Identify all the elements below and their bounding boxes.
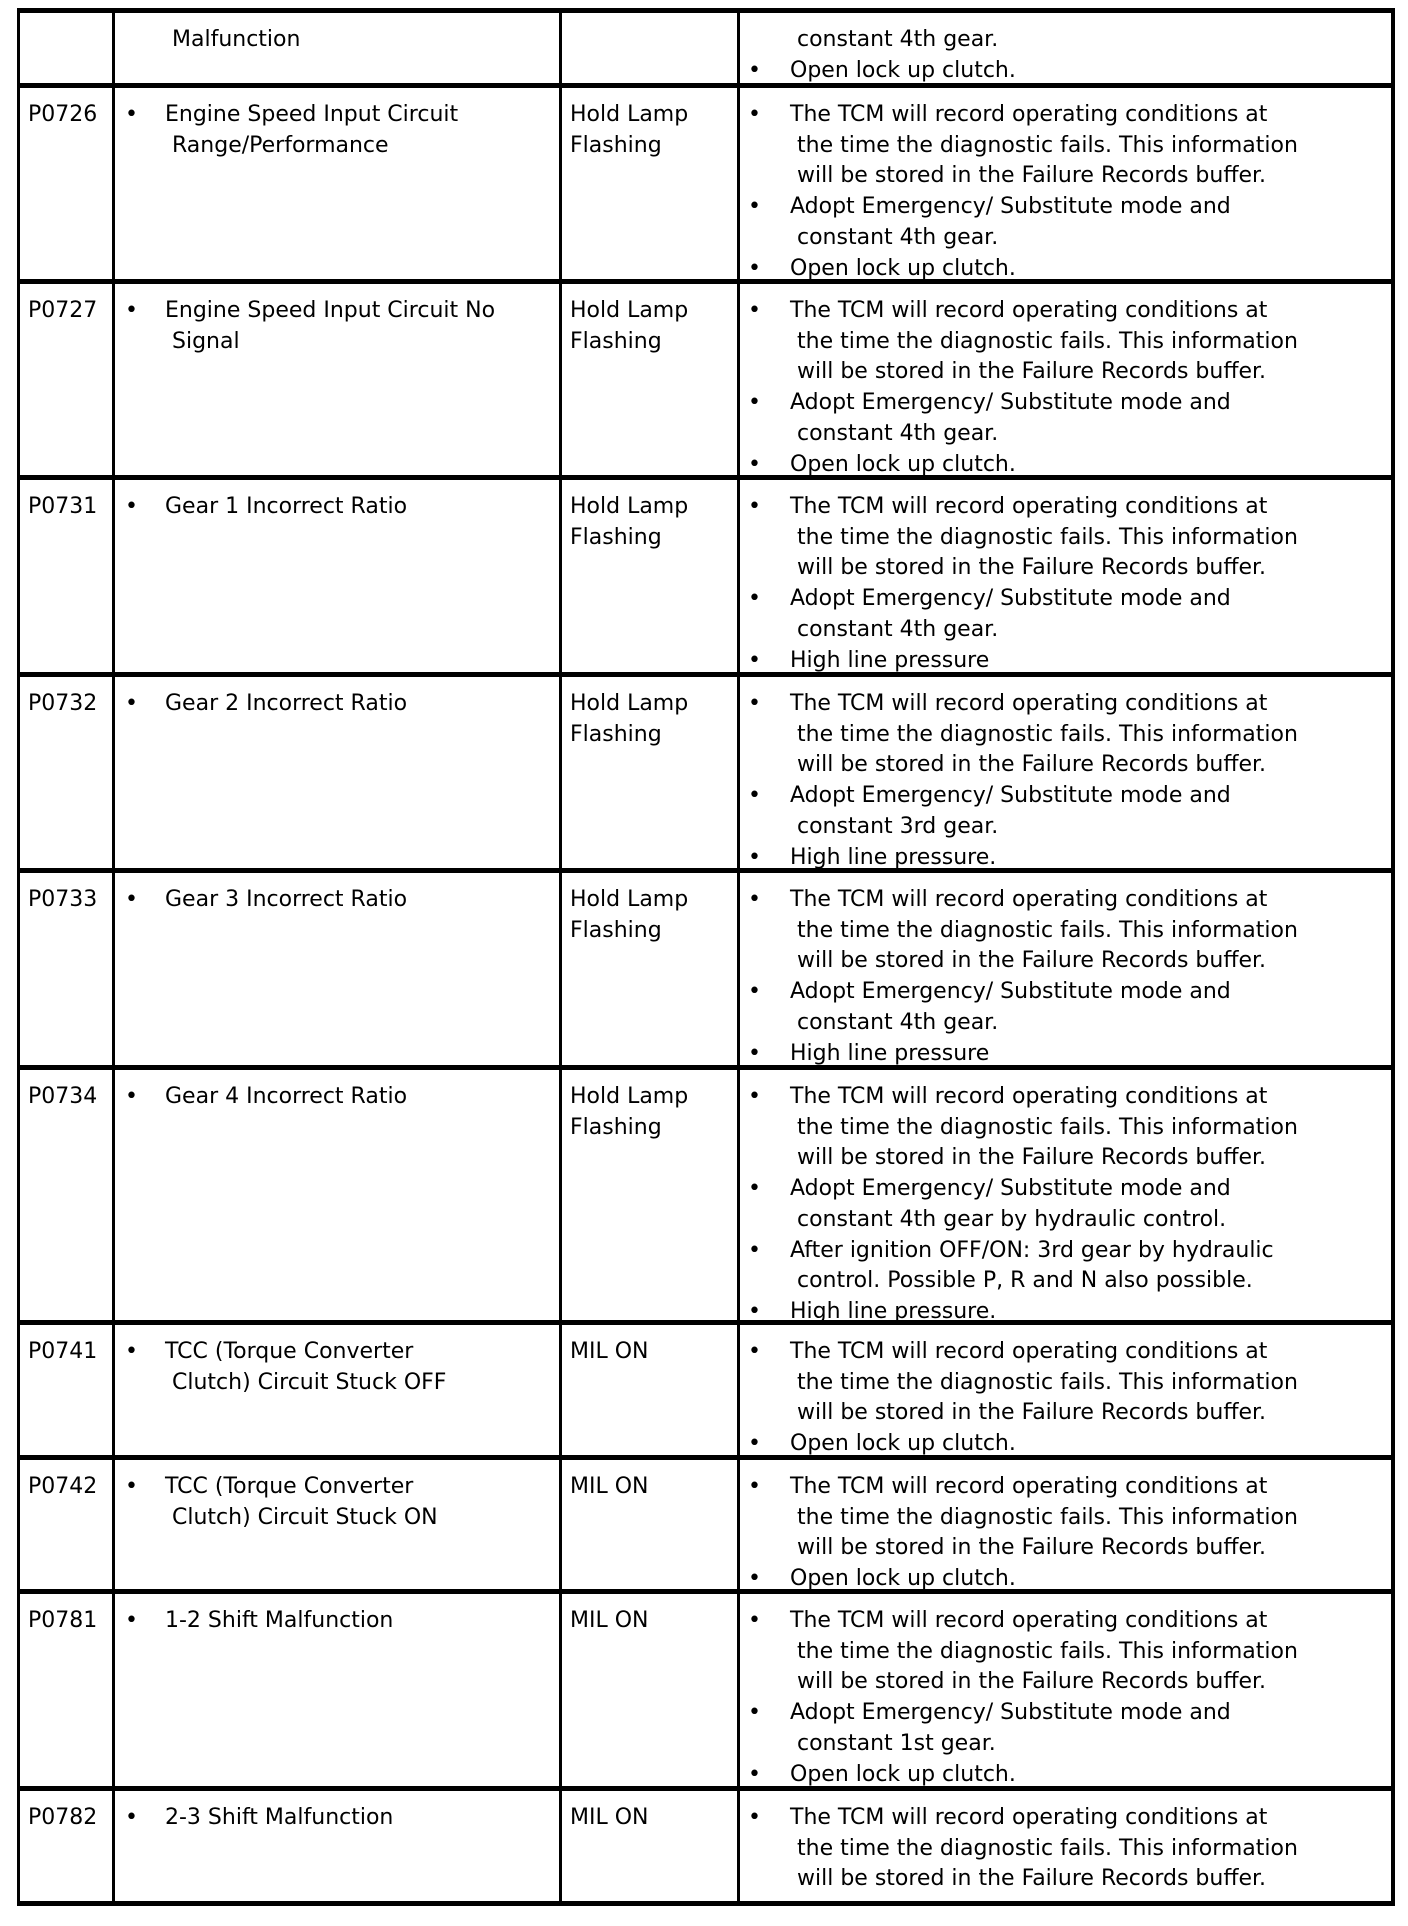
- text-line: High line pressure: [790, 1040, 990, 1066]
- text-line: High line pressure: [790, 647, 990, 673]
- text-line: Clutch) Circuit Stuck ON: [172, 1504, 438, 1530]
- tcm-action-cell: [740, 873, 1391, 1065]
- lamp-status-cell: [562, 1791, 740, 1901]
- lamp-status-line: MIL ON: [570, 1805, 649, 1830]
- list-item: [125, 100, 559, 161]
- text-line: the time the diagnostic fails. This information: [797, 524, 1298, 550]
- tcm-action-cell: [740, 1070, 1391, 1324]
- text-line: constant 3rd gear.: [797, 813, 999, 839]
- dtc-code-cell: [20, 13, 115, 83]
- dtc-code: P0733: [28, 887, 98, 912]
- dtc-code-cell: [20, 480, 115, 672]
- list-item: [748, 492, 1391, 584]
- list-item: [748, 1337, 1391, 1429]
- dtc-code-cell: [20, 284, 115, 475]
- text-line: Open lock up clutch.: [790, 1761, 1016, 1787]
- dtc-code-cell: [20, 677, 115, 868]
- text-line: will be stored in the Failure Records buffer.: [797, 948, 1267, 974]
- text-line: Adopt Emergency/ Substitute mode and: [790, 390, 1231, 416]
- fault-description-cell: [115, 13, 562, 83]
- dtc-code-cell: [20, 1070, 115, 1320]
- text-line: will be stored in the Failure Records buffer.: [797, 1145, 1267, 1171]
- list-item: [748, 689, 1391, 781]
- bullet-icon: •: [748, 255, 761, 281]
- dtc-code-cell: [20, 1460, 115, 1589]
- dtc-code-cell: [20, 873, 115, 1065]
- list-item: [125, 885, 559, 916]
- bullet-icon: •: [748, 1805, 761, 1830]
- fault-description-cell: [115, 873, 562, 1065]
- lamp-status-line: Flashing: [570, 1114, 662, 1140]
- dtc-code-cell: [20, 1325, 115, 1455]
- bullet-icon: •: [748, 783, 761, 809]
- list-item: [125, 25, 559, 56]
- bullet-icon: •: [748, 979, 761, 1005]
- text-line: Open lock up clutch.: [790, 451, 1016, 477]
- bullet-icon: •: [748, 887, 761, 912]
- text-line: the time the diagnostic fails. This information: [797, 721, 1298, 747]
- text-line: constant 4th gear.: [797, 1009, 999, 1035]
- text-line: 2-3 Shift Malfunction: [165, 1805, 394, 1830]
- text-line: the time the diagnostic fails. This information: [797, 1638, 1298, 1664]
- list-item: [748, 388, 1391, 449]
- lamp-status-line: Hold Lamp: [570, 494, 689, 519]
- bullet-icon: •: [125, 1339, 138, 1364]
- text-line: Open lock up clutch.: [790, 1431, 1016, 1457]
- list-item: [748, 1472, 1391, 1564]
- text-line: Adopt Emergency/ Substitute mode and: [790, 586, 1231, 612]
- lamp-status-line: Flashing: [570, 132, 662, 158]
- lamp-status-cell: [562, 1325, 740, 1455]
- bullet-icon: •: [748, 1761, 761, 1787]
- bullet-icon: •: [125, 1805, 138, 1830]
- text-line: The TCM will record operating conditions at: [790, 1084, 1268, 1109]
- table-row: [20, 83, 1391, 279]
- text-line: The TCM will record operating conditions at: [790, 887, 1268, 912]
- bullet-icon: •: [748, 1700, 761, 1726]
- table-row: [20, 1786, 1391, 1906]
- bullet-icon: •: [748, 647, 761, 673]
- tcm-action-cell: [740, 284, 1391, 475]
- text-line: control. Possible P, R and N also possible.: [797, 1268, 1253, 1294]
- text-line: After ignition OFF/ON: 3rd gear by hydraulic: [790, 1237, 1274, 1263]
- dtc-code: P0726: [28, 102, 98, 127]
- text-line: Range/Performance: [172, 132, 389, 158]
- tcm-action-cell: [740, 1325, 1391, 1455]
- list-item: [125, 1472, 559, 1533]
- list-item: [748, 192, 1391, 253]
- text-line: the time the diagnostic fails. This information: [797, 328, 1298, 354]
- list-item: [748, 1606, 1391, 1698]
- text-line: Open lock up clutch.: [790, 255, 1016, 281]
- tcm-action-cell: [740, 88, 1391, 279]
- text-line: will be stored in the Failure Records buffer.: [797, 1400, 1267, 1426]
- text-line: the time the diagnostic fails. This information: [797, 1835, 1298, 1861]
- text-line: Gear 2 Incorrect Ratio: [165, 691, 408, 716]
- list-item: [125, 1082, 559, 1113]
- bullet-icon: •: [748, 1339, 761, 1364]
- lamp-status-line: Flashing: [570, 917, 662, 943]
- text-line: The TCM will record operating conditions at: [790, 102, 1268, 127]
- bullet-icon: •: [125, 102, 138, 127]
- dtc-code: P0742: [28, 1474, 98, 1499]
- lamp-status-line: MIL ON: [570, 1474, 649, 1499]
- text-line: Clutch) Circuit Stuck OFF: [172, 1369, 447, 1395]
- text-line: TCC (Torque Converter: [165, 1339, 414, 1364]
- dtc-code: P0727: [28, 298, 98, 323]
- bullet-icon: •: [125, 1608, 138, 1633]
- lamp-status-line: Hold Lamp: [570, 691, 689, 716]
- text-line: Malfunction: [172, 27, 301, 52]
- tcm-action-cell: [740, 13, 1391, 83]
- list-item: [748, 1236, 1391, 1297]
- dtc-code-cell: [20, 1594, 115, 1786]
- text-line: will be stored in the Failure Records buffer.: [797, 1535, 1267, 1561]
- lamp-status-cell: [562, 1460, 740, 1589]
- text-line: the time the diagnostic fails. This information: [797, 132, 1298, 158]
- bullet-icon: •: [748, 194, 761, 220]
- text-line: The TCM will record operating conditions at: [790, 494, 1268, 519]
- table-row: [20, 1320, 1391, 1455]
- list-item: [748, 1698, 1391, 1759]
- text-line: Adopt Emergency/ Substitute mode and: [790, 194, 1231, 220]
- table-row: [20, 1589, 1391, 1786]
- bullet-icon: •: [748, 691, 761, 716]
- table-row: [20, 279, 1391, 475]
- dtc-code: P0732: [28, 691, 98, 716]
- fault-description-cell: [115, 88, 562, 279]
- text-line: constant 4th gear.: [797, 224, 999, 250]
- text-line: the time the diagnostic fails. This information: [797, 917, 1298, 943]
- dtc-code-cell: [20, 1791, 115, 1901]
- list-item: [748, 781, 1391, 842]
- list-item: [748, 100, 1391, 192]
- list-item: [125, 492, 559, 523]
- table-row: [20, 1455, 1391, 1592]
- text-line: The TCM will record operating conditions at: [790, 1474, 1268, 1499]
- text-line: Gear 3 Incorrect Ratio: [165, 887, 408, 912]
- text-line: High line pressure.: [790, 844, 997, 870]
- bullet-icon: •: [748, 1608, 761, 1633]
- text-line: The TCM will record operating conditions at: [790, 1608, 1268, 1633]
- fault-description-cell: [115, 1460, 562, 1589]
- text-line: Engine Speed Input Circuit No: [165, 298, 496, 323]
- text-line: constant 4th gear.: [797, 616, 999, 642]
- dtc-code: P0734: [28, 1084, 98, 1109]
- lamp-status-line: Flashing: [570, 328, 662, 354]
- bullet-icon: •: [748, 586, 761, 612]
- text-line: Adopt Emergency/ Substitute mode and: [790, 979, 1231, 1005]
- dtc-code: P0741: [28, 1339, 98, 1364]
- dtc-code: P0781: [28, 1608, 98, 1633]
- list-item: [748, 885, 1391, 977]
- text-line: will be stored in the Failure Records buffer.: [797, 752, 1267, 778]
- lamp-status-cell: [562, 677, 740, 868]
- dtc-code: P0782: [28, 1805, 98, 1830]
- tcm-action-cell: [740, 1594, 1391, 1786]
- dtc-code: P0731: [28, 494, 98, 519]
- list-item: [125, 1606, 559, 1637]
- lamp-status-line: Hold Lamp: [570, 102, 689, 127]
- lamp-status-cell: [562, 480, 740, 672]
- bullet-icon: •: [748, 1298, 761, 1324]
- bullet-icon: •: [748, 57, 761, 83]
- text-line: will be stored in the Failure Records buffer.: [797, 359, 1267, 385]
- text-line: High line pressure.: [790, 1298, 997, 1324]
- tcm-action-cell: [740, 1460, 1391, 1592]
- fault-description-cell: [115, 1594, 562, 1786]
- lamp-status-cell: [562, 1594, 740, 1786]
- bullet-icon: •: [748, 1237, 761, 1263]
- bullet-icon: •: [748, 1566, 761, 1592]
- text-line: The TCM will record operating conditions at: [790, 298, 1268, 323]
- bullet-icon: •: [748, 1084, 761, 1109]
- text-line: 1-2 Shift Malfunction: [165, 1608, 394, 1633]
- list-item: [748, 25, 1391, 56]
- table-row: [20, 1065, 1391, 1324]
- list-item: [125, 689, 559, 720]
- bullet-icon: •: [748, 1431, 761, 1457]
- dtc-code-cell: [20, 88, 115, 279]
- fault-description-cell: [115, 677, 562, 868]
- text-line: Signal: [172, 328, 240, 354]
- fault-description-cell: [115, 284, 562, 475]
- fault-description-cell: [115, 480, 562, 672]
- text-line: the time the diagnostic fails. This information: [797, 1504, 1298, 1530]
- text-line: constant 4th gear by hydraulic control.: [797, 1206, 1227, 1232]
- text-line: The TCM will record operating conditions at: [790, 691, 1268, 716]
- bullet-icon: •: [748, 844, 761, 870]
- lamp-status-cell: [562, 13, 740, 83]
- list-item: [748, 584, 1391, 645]
- fault-description-cell: [115, 1325, 562, 1455]
- bullet-icon: •: [748, 1040, 761, 1066]
- tcm-action-cell: [740, 677, 1391, 868]
- lamp-status-cell: [562, 284, 740, 475]
- list-item: [748, 1082, 1391, 1174]
- table-row: [20, 672, 1391, 868]
- lamp-status-line: MIL ON: [570, 1608, 649, 1633]
- lamp-status-line: Flashing: [570, 721, 662, 747]
- list-item: [125, 1803, 559, 1834]
- text-line: Adopt Emergency/ Substitute mode and: [790, 783, 1231, 809]
- lamp-status-line: Flashing: [570, 524, 662, 550]
- text-line: constant 1st gear.: [797, 1730, 996, 1756]
- list-item: [748, 977, 1391, 1038]
- text-line: constant 4th gear.: [797, 420, 999, 446]
- text-line: will be stored in the Failure Records buffer.: [797, 555, 1267, 581]
- text-line: Gear 1 Incorrect Ratio: [165, 494, 408, 519]
- text-line: Gear 4 Incorrect Ratio: [165, 1084, 408, 1109]
- list-item: [748, 296, 1391, 388]
- list-item: [125, 1337, 559, 1398]
- bullet-icon: •: [748, 102, 761, 127]
- bullet-icon: •: [748, 451, 761, 477]
- lamp-status-cell: [562, 88, 740, 279]
- bullet-icon: •: [125, 887, 138, 912]
- bullet-icon: •: [125, 1474, 138, 1499]
- bullet-icon: •: [748, 494, 761, 519]
- bullet-icon: •: [125, 1084, 138, 1109]
- bullet-icon: •: [125, 494, 138, 519]
- table-row: [20, 8, 1391, 83]
- lamp-status-cell: [562, 873, 740, 1065]
- dtc-table: [17, 8, 1395, 1906]
- text-line: the time the diagnostic fails. This information: [797, 1369, 1298, 1395]
- lamp-status-line: Hold Lamp: [570, 298, 689, 323]
- text-line: The TCM will record operating conditions at: [790, 1339, 1268, 1364]
- lamp-status-line: Hold Lamp: [570, 887, 689, 912]
- tcm-action-cell: [740, 1791, 1391, 1901]
- text-line: Adopt Emergency/ Substitute mode and: [790, 1700, 1231, 1726]
- list-item: [748, 56, 1391, 87]
- bullet-icon: •: [748, 298, 761, 323]
- text-line: constant 4th gear.: [797, 27, 999, 52]
- text-line: Open lock up clutch.: [790, 57, 1016, 83]
- list-item: [748, 1174, 1391, 1235]
- bullet-icon: •: [125, 298, 138, 323]
- text-line: Open lock up clutch.: [790, 1566, 1016, 1592]
- fault-description-cell: [115, 1070, 562, 1320]
- text-line: Adopt Emergency/ Substitute mode and: [790, 1176, 1231, 1202]
- tcm-action-cell: [740, 480, 1391, 672]
- lamp-status-cell: [562, 1070, 740, 1320]
- list-item: [748, 1803, 1391, 1895]
- bullet-icon: •: [748, 1176, 761, 1202]
- text-line: will be stored in the Failure Records buffer.: [797, 1669, 1267, 1695]
- bullet-icon: •: [748, 390, 761, 416]
- text-line: will be stored in the Failure Records buffer.: [797, 1866, 1267, 1892]
- list-item: [125, 296, 559, 357]
- table-row: [20, 475, 1391, 672]
- bullet-icon: •: [748, 1474, 761, 1499]
- lamp-status-line: MIL ON: [570, 1339, 649, 1364]
- table-row: [20, 868, 1391, 1065]
- text-line: will be stored in the Failure Records buffer.: [797, 163, 1267, 189]
- text-line: the time the diagnostic fails. This information: [797, 1114, 1298, 1140]
- fault-description-cell: [115, 1791, 562, 1901]
- text-line: The TCM will record operating conditions at: [790, 1805, 1268, 1830]
- text-line: TCC (Torque Converter: [165, 1474, 414, 1499]
- bullet-icon: •: [125, 691, 138, 716]
- text-line: Engine Speed Input Circuit: [165, 102, 459, 127]
- lamp-status-line: Hold Lamp: [570, 1084, 689, 1109]
